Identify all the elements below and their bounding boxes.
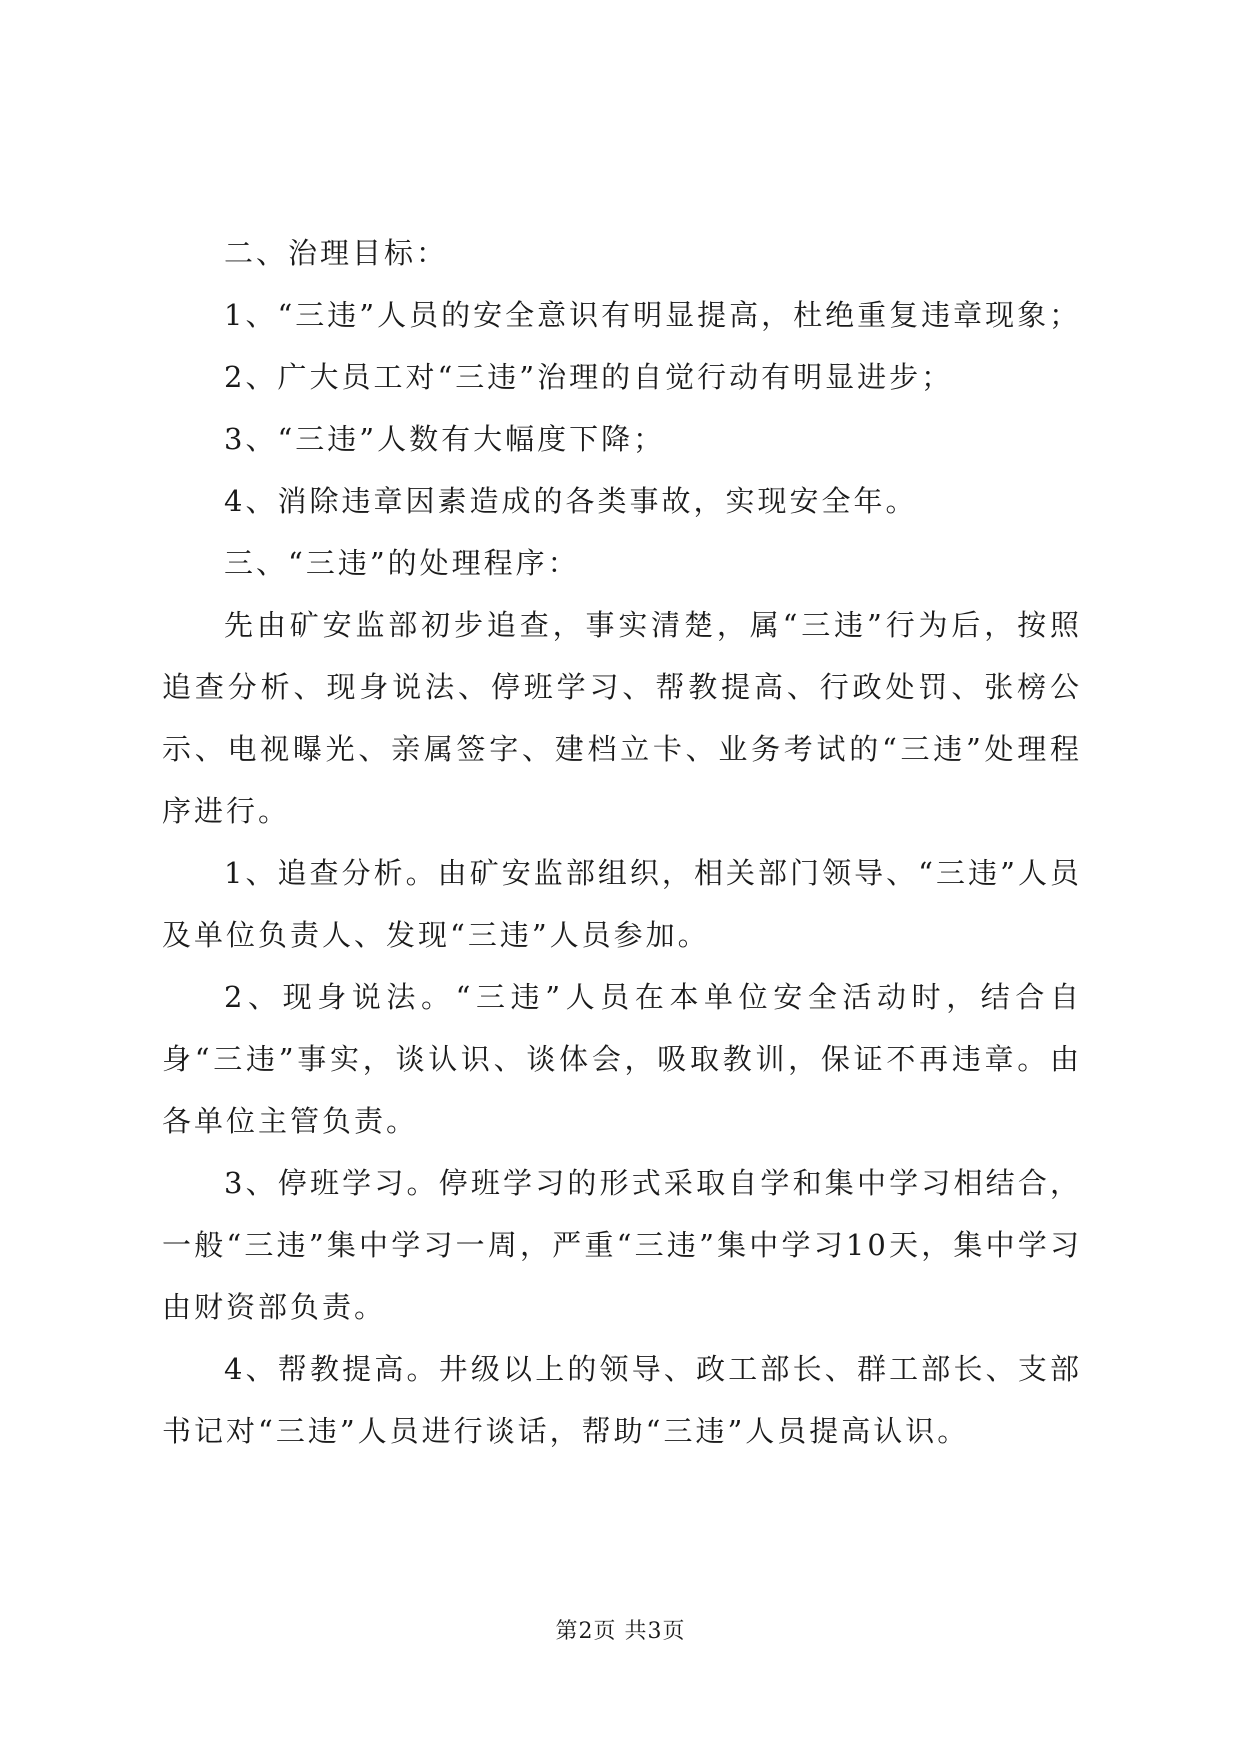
section-heading-procedure: 三、“三违”的处理程序： [224,546,580,580]
goal-item-2: 2、广大员工对“三违”治理的自觉行动有明显进步； [224,360,954,394]
procedure-intro-paragraph: 先由矿安监部初步追查，事实清楚，属“三违”行为后，按照追查分析、现身说法、停班学习、帮教提高、行政处罚、张榜公示、电视曝光、亲属签字、建档立卡、业务考试的“三违”处理程序进行。 [162,608,1082,828]
procedure-item-1: 1、追查分析。由矿安监部组织，相关部门领导、“三违”人员及单位负责人、发现“三违”人员参加。 [162,856,1082,952]
goal-item-1: 1、“三违”人员的安全意识有明显提高，杜绝重复违章现象； [224,298,1082,332]
procedure-item-2: 2、现身说法。“三违”人员在本单位安全活动时，结合自身“三违”事实，谈认识、谈体会，吸取教训，保证不再违章。由各单位主管负责。 [162,980,1082,1138]
section-heading-goals: 二、治理目标： [224,236,449,270]
document-body [162,222,1082,1462]
procedure-item-3: 3、停班学习。停班学习的形式采取自学和集中学习相结合，一般“三违”集中学习一周，严重“三违”集中学习10天，集中学习由财资部负责。 [162,1166,1082,1324]
page-footer [0,1614,1241,1645]
procedure-item-4: 4、帮教提高。井级以上的领导、政工部长、群工部长、支部书记对“三违”人员进行谈话，帮助“三违”人员提高认识。 [162,1352,1082,1448]
goal-item-3: 3、“三违”人数有大幅度下降； [224,422,666,456]
page-number-label: 第2页 共3页 [555,1619,686,1644]
goal-item-4: 4、消除违章因素造成的各类事故，实现安全年。 [224,484,918,518]
